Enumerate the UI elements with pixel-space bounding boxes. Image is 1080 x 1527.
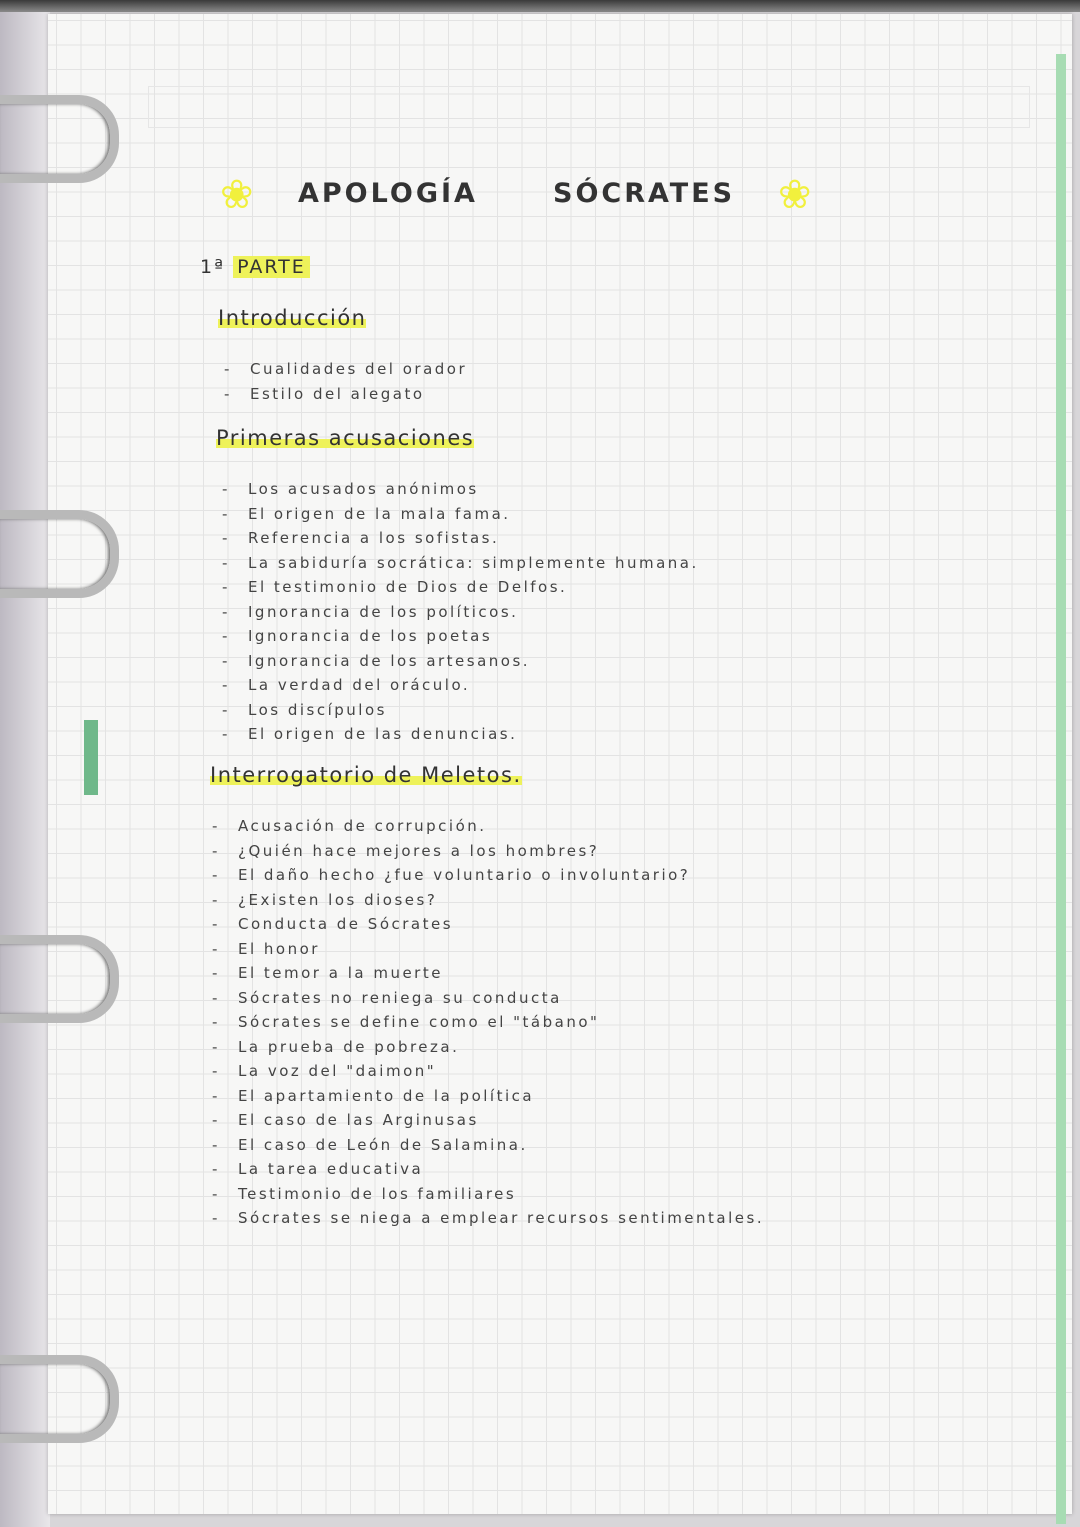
list-item: - El origen de la mala fama. (222, 504, 511, 523)
scan-top-edge (0, 0, 1080, 12)
section-list (212, 814, 764, 1231)
list-item: - Ignorancia de los políticos. (222, 602, 519, 621)
section-heading: Interrogatorio de Meletos. (210, 763, 522, 787)
binder-ring-icon (0, 510, 119, 598)
list-item: - El caso de León de Salamina. (212, 1135, 528, 1154)
flower-doodle-icon: ❀ (778, 172, 812, 218)
part-number: 1ª (200, 256, 226, 278)
list-item: - Ignorancia de los artesanos. (222, 651, 531, 670)
list-item: - La tarea educativa (212, 1160, 424, 1178)
list-item: - El origen de las denuncias. (222, 725, 518, 743)
list-item: - Acusación de corrupción. (212, 817, 487, 835)
title-left: APOLOGÍA (298, 178, 478, 209)
list-item: - Los acusados anónimos (222, 480, 479, 498)
list-item: - La voz del "daimon" (212, 1062, 437, 1080)
divider-tab (84, 720, 98, 795)
list-item: - Conducta de Sócrates (212, 915, 454, 933)
list-item: - Sócrates no reniega su conducta (212, 988, 562, 1007)
part-heading (200, 256, 310, 278)
section-list (222, 477, 699, 747)
list-item: - El temor a la muerte (212, 964, 443, 982)
list-item: - Testimonio de los familiares (212, 1184, 517, 1203)
green-margin-strip (1056, 54, 1066, 1524)
list-item: - Sócrates se niega a emplear recursos sentimentales. (212, 1209, 765, 1227)
title-right: SÓCRATES (553, 178, 736, 209)
list-item: - El testimonio de Dios de Delfos. (222, 578, 568, 596)
list-item: - Estilo del alegato (224, 384, 425, 403)
list-item: - ¿Existen los dioses? (212, 890, 438, 909)
notebook-page (48, 14, 1072, 1514)
list-item: - El honor (212, 939, 320, 958)
section-list (224, 357, 467, 406)
list-item: - Cualidades del orador (224, 360, 468, 378)
binder-ring-icon (0, 95, 119, 183)
list-item: - El caso de las Arginusas (212, 1111, 479, 1129)
list-item: - Los discípulos (222, 700, 387, 719)
list-item: - El apartamiento de la política (212, 1086, 535, 1105)
list-item: - Referencia a los sofistas. (222, 529, 500, 547)
list-item: - La prueba de pobreza. (212, 1037, 460, 1056)
list-item: - ¿Quién hace mejores a los hombres? (212, 841, 600, 860)
part-label: PARTE (233, 256, 310, 278)
list-item: - El daño hecho ¿fue voluntario o involuntario? (212, 866, 691, 884)
section-heading: Primeras acusaciones (216, 426, 475, 450)
list-item: - Ignorancia de los poetas (222, 627, 493, 645)
list-item: - La sabiduría socrática: simplemente humana. (222, 553, 699, 572)
binder-ring-icon (0, 1355, 119, 1443)
binder-ring-icon (0, 935, 119, 1023)
section-heading: Introducción (218, 306, 367, 330)
flower-doodle-icon: ❀ (220, 172, 254, 218)
binder-edge (0, 12, 50, 1527)
list-item: - Sócrates se define como el "tábano" (212, 1013, 600, 1031)
list-item: - La verdad del oráculo. (222, 676, 471, 694)
header-box (148, 86, 1030, 128)
